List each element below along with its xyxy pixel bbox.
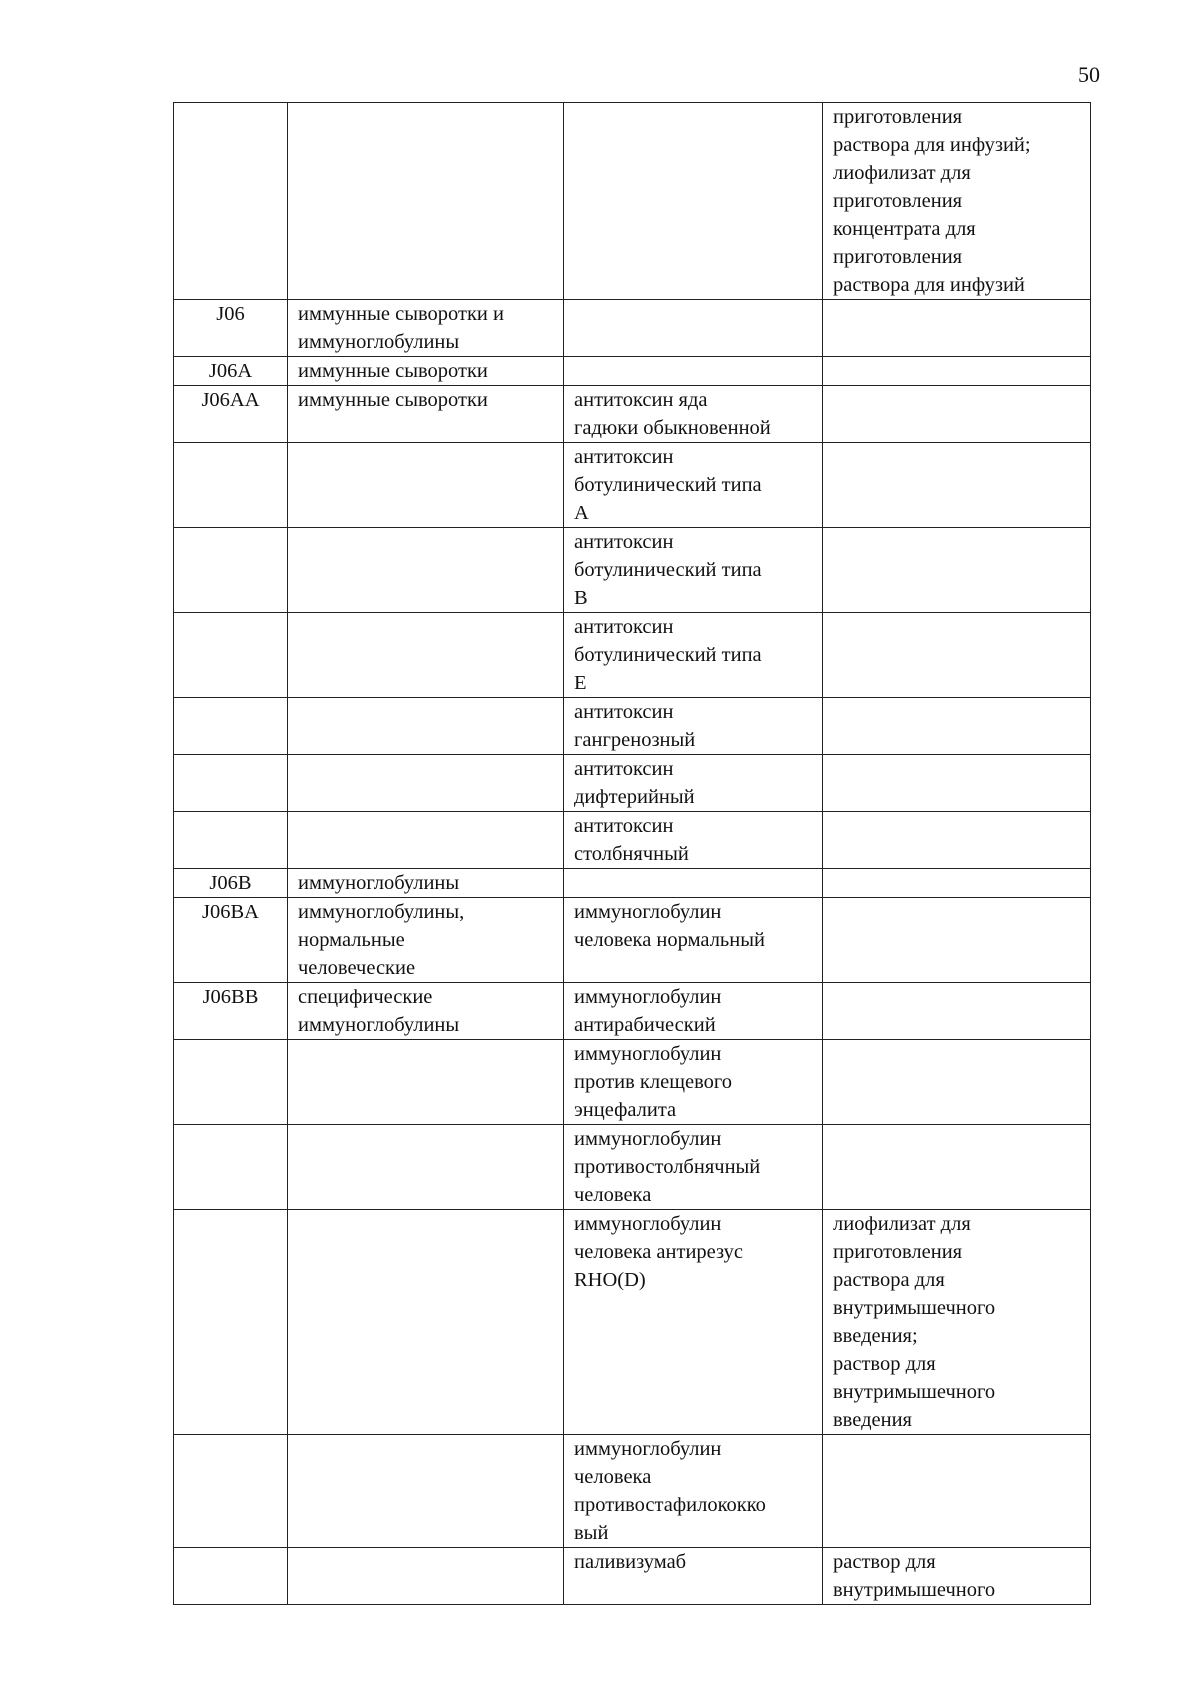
drug-cell bbox=[564, 357, 823, 386]
drug-cell: иммуноглобулин человека противостафилококко вый bbox=[564, 1435, 823, 1548]
atc-code-cell: J06 bbox=[174, 300, 288, 357]
drug-classification-table bbox=[173, 102, 1091, 1605]
dosage-form-cell bbox=[823, 357, 1091, 386]
atc-code-cell: J06BB bbox=[174, 983, 288, 1040]
group-cell bbox=[288, 528, 564, 613]
group-cell: специфические иммуноглобулины bbox=[288, 983, 564, 1040]
group-cell bbox=[288, 1435, 564, 1548]
group-cell: иммуноглобулины bbox=[288, 869, 564, 898]
table-row bbox=[174, 983, 1091, 1040]
atc-code-cell bbox=[174, 103, 288, 300]
group-cell bbox=[288, 1125, 564, 1210]
table-row bbox=[174, 386, 1091, 443]
group-cell: иммунные сыворотки bbox=[288, 386, 564, 443]
drug-cell: антитоксин яда гадюки обыкновенной bbox=[564, 386, 823, 443]
dosage-form-cell bbox=[823, 1125, 1091, 1210]
group-cell: иммуноглобулины, нормальные человеческие bbox=[288, 898, 564, 983]
drug-cell bbox=[564, 300, 823, 357]
group-cell bbox=[288, 103, 564, 300]
drug-cell: иммуноглобулин антирабический bbox=[564, 983, 823, 1040]
dosage-form-cell bbox=[823, 869, 1091, 898]
table-row bbox=[174, 528, 1091, 613]
table-body bbox=[174, 103, 1091, 1605]
dosage-form-cell bbox=[823, 898, 1091, 983]
dosage-form-cell bbox=[823, 812, 1091, 869]
dosage-form-cell bbox=[823, 755, 1091, 812]
table-row bbox=[174, 443, 1091, 528]
drug-cell: иммуноглобулин противостолбнячный человека bbox=[564, 1125, 823, 1210]
dosage-form-cell bbox=[823, 698, 1091, 755]
atc-code-cell bbox=[174, 613, 288, 698]
group-cell: иммунные сыворотки и иммуноглобулины bbox=[288, 300, 564, 357]
drug-cell: антитоксин ботулинический типа B bbox=[564, 528, 823, 613]
group-cell bbox=[288, 443, 564, 528]
drug-cell: антитоксин столбнячный bbox=[564, 812, 823, 869]
atc-code-cell bbox=[174, 528, 288, 613]
dosage-form-cell bbox=[823, 386, 1091, 443]
drug-cell bbox=[564, 103, 823, 300]
table-row bbox=[174, 613, 1091, 698]
group-cell bbox=[288, 812, 564, 869]
table-row bbox=[174, 1435, 1091, 1548]
atc-code-cell bbox=[174, 755, 288, 812]
atc-code-cell bbox=[174, 1125, 288, 1210]
table-row bbox=[174, 898, 1091, 983]
table-row bbox=[174, 698, 1091, 755]
dosage-form-cell bbox=[823, 1040, 1091, 1125]
drug-cell: антитоксин ботулинический типа E bbox=[564, 613, 823, 698]
table-row bbox=[174, 300, 1091, 357]
atc-code-cell bbox=[174, 698, 288, 755]
table-row bbox=[174, 1210, 1091, 1435]
dosage-form-cell bbox=[823, 1435, 1091, 1548]
table-row bbox=[174, 869, 1091, 898]
drug-cell: антитоксин дифтерийный bbox=[564, 755, 823, 812]
atc-code-cell: J06BA bbox=[174, 898, 288, 983]
drug-cell: иммуноглобулин против клещевого энцефалита bbox=[564, 1040, 823, 1125]
atc-code-cell: J06B bbox=[174, 869, 288, 898]
atc-code-cell: J06A bbox=[174, 357, 288, 386]
dosage-form-cell bbox=[823, 443, 1091, 528]
atc-code-cell bbox=[174, 1548, 288, 1605]
drug-cell: иммуноглобулин человека нормальный bbox=[564, 898, 823, 983]
drug-cell: паливизумаб bbox=[564, 1548, 823, 1605]
table-row bbox=[174, 357, 1091, 386]
group-cell bbox=[288, 1040, 564, 1125]
atc-code-cell bbox=[174, 1435, 288, 1548]
page-number: 50 bbox=[1078, 62, 1100, 87]
drug-cell bbox=[564, 869, 823, 898]
dosage-form-cell bbox=[823, 613, 1091, 698]
table-row bbox=[174, 103, 1091, 300]
dosage-form-cell: приготовления раствора для инфузий; лиофилизат для приготовления концентрата для приготовления раствора для инфузий bbox=[823, 103, 1091, 300]
dosage-form-cell bbox=[823, 300, 1091, 357]
drug-cell: антитоксин ботулинический типа A bbox=[564, 443, 823, 528]
table-row bbox=[174, 1548, 1091, 1605]
table-row bbox=[174, 812, 1091, 869]
dosage-form-cell bbox=[823, 983, 1091, 1040]
dosage-form-cell: раствор для внутримышечного bbox=[823, 1548, 1091, 1605]
group-cell bbox=[288, 1548, 564, 1605]
atc-code-cell: J06AA bbox=[174, 386, 288, 443]
table-row bbox=[174, 1040, 1091, 1125]
dosage-form-cell: лиофилизат для приготовления раствора для внутримышечного введения; раствор для внутримышечного введения bbox=[823, 1210, 1091, 1435]
atc-code-cell bbox=[174, 812, 288, 869]
drug-cell: иммуноглобулин человека антирезус RHO(D) bbox=[564, 1210, 823, 1435]
drug-cell: антитоксин гангренозный bbox=[564, 698, 823, 755]
group-cell bbox=[288, 755, 564, 812]
atc-code-cell bbox=[174, 1040, 288, 1125]
dosage-form-cell bbox=[823, 528, 1091, 613]
table-row bbox=[174, 755, 1091, 812]
table-row bbox=[174, 1125, 1091, 1210]
group-cell bbox=[288, 1210, 564, 1435]
group-cell bbox=[288, 698, 564, 755]
group-cell bbox=[288, 613, 564, 698]
atc-code-cell bbox=[174, 443, 288, 528]
atc-code-cell bbox=[174, 1210, 288, 1435]
group-cell: иммунные сыворотки bbox=[288, 357, 564, 386]
